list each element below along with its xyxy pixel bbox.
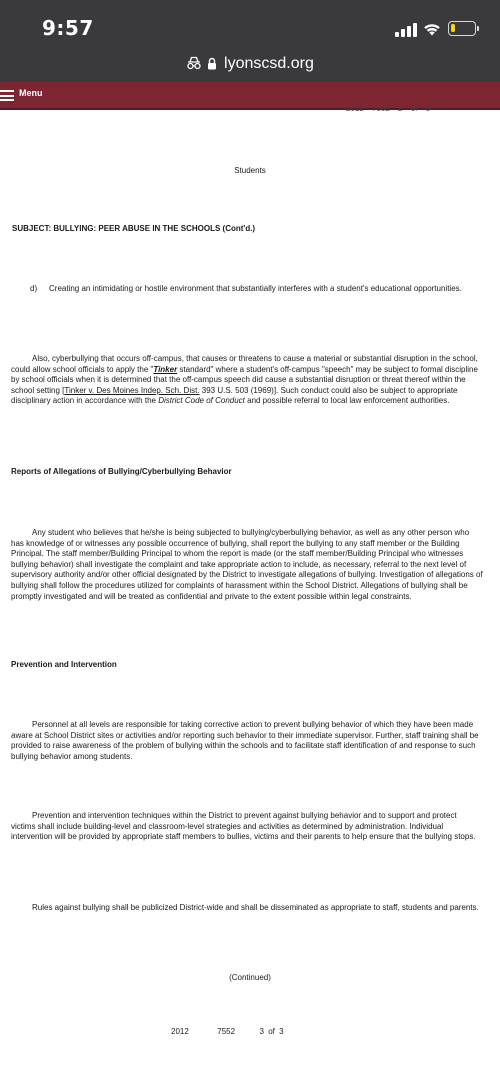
- paragraph-techniques: Prevention and intervention techniques within the District to prevent against bullying behavior and to support and protect victims shall include building-level and classroom-level strategies and activities as determined by administration. Individual intervention will be provided by appropriate staff members to bullies, victims and their parents to help ensure that the bullying stops.: [11, 811, 476, 842]
- policy-document: [0, 104, 500, 1080]
- browser-address-bar[interactable]: [0, 52, 500, 82]
- continued-note: (Continued): [229, 973, 271, 982]
- paragraph-personnel: Personnel at all levels are responsible for taking corrective action to prevent bullying behavior of which they have been made aware at School District sites or activities and/or reporting such behavior to their immediate supervisor. Further, staff training shall be provided to raise awareness of the problem of bullying within the schools and to facilitate staff identification of and response to such bullying behavior among students.: [11, 720, 479, 761]
- status-time: 9:57: [42, 16, 94, 40]
- list-item-marker: d): [30, 284, 38, 293]
- paragraph-cyberbullying: Also, cyberbullying that occurs off-campus, that causes or threatens to cause a material or substantial disruption in the school, could allow school officials to apply the "Tinker standard" where a student's off-campus "speech" may be subject to formal discipline by school officials when it is determined that the off-campus speech did cause a substantial disruption or threat thereof within the school setting [Tinker v. Des Moines Indep. Sch. Dist. 393 U.S. 503 (1969)]. Such conduct could also be subject to appropriate disciplinary action in accordance with the District Code of Conduct and possible referral to local law enforcement authorities.: [11, 354, 478, 406]
- paragraph-rules: Rules against bullying shall be publicized District-wide and shall be disseminated as appropriate to staff, students and parents.: [32, 903, 479, 912]
- footer-policy-code: 7552: [217, 1027, 236, 1036]
- lock-icon: [207, 57, 217, 70]
- hamburger-menu-icon[interactable]: [0, 90, 14, 101]
- tinker-link[interactable]: Tinker: [153, 364, 178, 374]
- battery-level-fill: [451, 24, 455, 32]
- heading-reports: Reports of Allegations of Bullying/Cyberbullying Behavior: [11, 467, 232, 476]
- list-item-text: Creating an intimidating or hostile environment that substantially interferes with a student's educational opportunities.: [49, 284, 462, 293]
- paragraph-reports: Any student who believes that he/she is being subjected to bullying/cyberbullying behavior, as well as any other person who has knowledge of or witnesses any possible occurrence of bullying, shall report the bullying to any staff member or the Building Principal. The staff member/Building Principal to whom the report is made (or the staff member/Building Principal who witnesses bullying behavior) shall investigate the complaint and take appropriate action to include, as necessary, referral to the next level of supervisory authority and/or other official designated by the District to investigate allegations of bullying. Investigation of allegations of bullying shall follow the procedures utilized for complaints of harassment within the School District. Allegations of bullying shall be promptly investigated and will be treated as confidential and private to the extent possible within legal constraints.: [11, 528, 483, 601]
- subject-heading: SUBJECT: BULLYING: PEER ABUSE IN THE SCHOOLS (Cont'd.): [12, 224, 256, 233]
- footer-page-number: 3 of 3: [259, 1027, 284, 1036]
- battery-icon: [448, 21, 476, 36]
- tracker-block-icon[interactable]: [186, 56, 202, 70]
- menu-button[interactable]: Menu: [19, 88, 43, 98]
- footer-year: 2012: [171, 1027, 189, 1036]
- heading-prevention: Prevention and Intervention: [11, 660, 117, 669]
- wifi-icon: [423, 21, 441, 37]
- section-label: Students: [234, 166, 266, 175]
- page-footer: [171, 1027, 284, 1038]
- status-bar: [0, 0, 500, 52]
- cellular-signal-icon: [395, 23, 417, 37]
- list-item-d: [30, 284, 470, 295]
- case-citation-link[interactable]: Tinker v. Des Moines Indep. Sch. Dist.: [64, 385, 200, 395]
- url-text[interactable]: lyonscsd.org: [224, 55, 314, 72]
- page-header-code: 2012 7552 2 of 3: [346, 104, 431, 113]
